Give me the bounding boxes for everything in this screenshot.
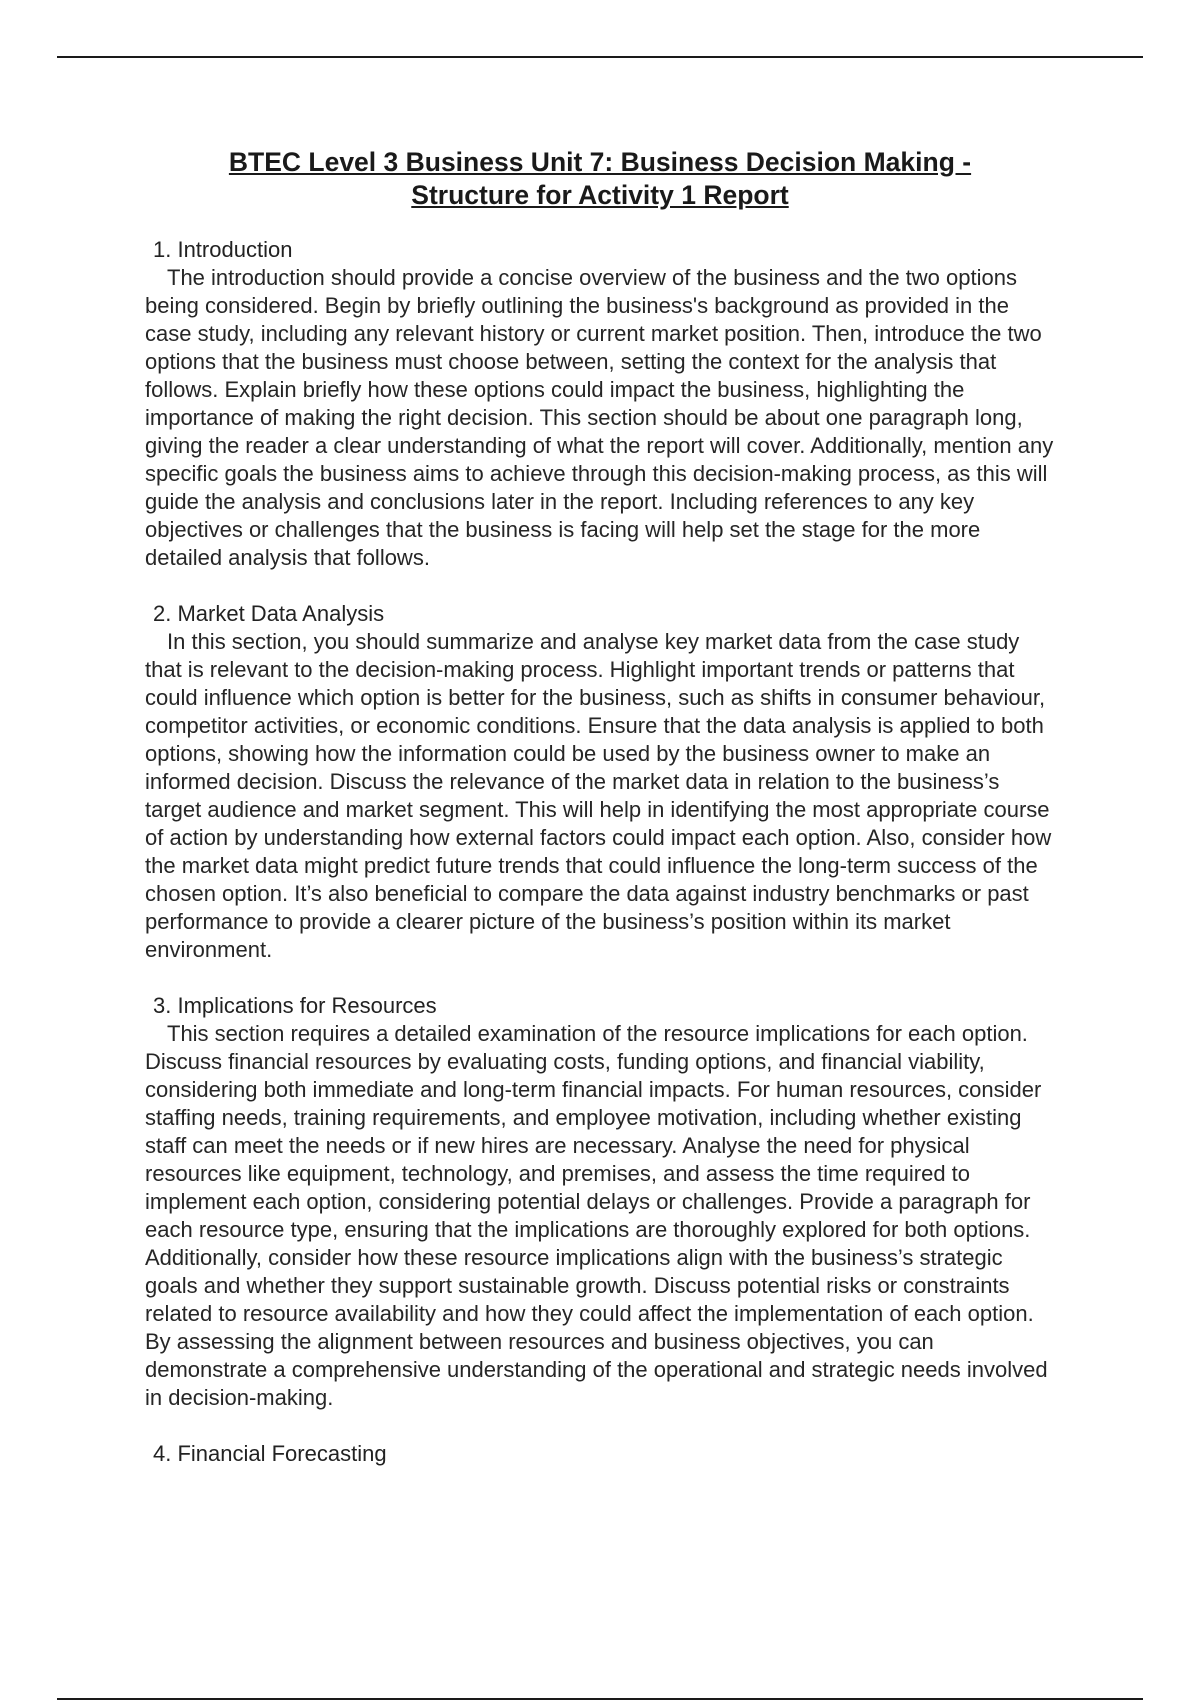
header-rule [57, 56, 1143, 58]
section-heading: 2. Market Data Analysis [153, 601, 385, 626]
section-paragraph: This section requires a detailed examination of the resource implications for each option. Discuss financial resources by evaluating costs, funding options, and financial viability, considering both immediate and long-term financial impacts. For human resources, consider staffing needs, training requirements, and employee motivation, including whether existing staff can meet the needs or if new hires are necessary. Analyse the need for physical resources like equipment, technology, and premises, and assess the time required to implement each option, considering potential delays or challenges. Provide a paragraph for each resource type, ensuring that the implications are thoroughly explored for both options. Additionally, consider how these resource implications align with the business’s strategic goals and whether they support sustainable growth. Discuss potential risks or constraints related to resource availability and how they could affect the implementation of each option. By assessing the alignment between resources and business objectives, you can demonstrate a comprehensive understanding of the operational and strategic needs involved in decision-making. [145, 1021, 1048, 1410]
section-market-data-analysis [145, 600, 1075, 964]
section-implications-for-resources [145, 992, 1075, 1412]
section-financial-forecasting [145, 1440, 1075, 1468]
section-paragraph: The introduction should provide a concise overview of the business and the two options being considered. Begin by briefly outlining the business's background as provided in the case study, including any relevant history or current market position. Then, introduce the two options that the business must choose between, setting the context for the analysis that follows. Explain briefly how these options could impact the business, highlighting the importance of making the right decision. This section should be about one paragraph long, giving the reader a clear understanding of what the report will cover. Additionally, mention any specific goals the business aims to achieve through this decision-making process, as this will guide the analysis and conclusions later in the report. Including references to any key objectives or challenges that the business is facing will help set the stage for the more detailed analysis that follows. [145, 265, 1054, 570]
section-heading: 4. Financial Forecasting [153, 1441, 387, 1466]
section-paragraph: In this section, you should summarize and analyse key market data from the case study that is relevant to the decision-making process. Highlight important trends or patterns that could influence which option is better for the business, such as shifts in consumer behaviour, competitor activities, or economic conditions. Ensure that the data analysis is applied to both options, showing how the information could be used by the business owner to make an informed decision. Discuss the relevance of the market data in relation to the business’s target audience and market segment. This will help in identifying the most appropriate course of action by understanding how external factors could impact each option. Also, consider how the market data might predict future trends that could influence the long-term success of the chosen option. It’s also beneficial to compare the data against industry benchmarks or past performance to provide a clearer picture of the business’s position within its market environment. [145, 629, 1052, 962]
section-heading: 1. Introduction [153, 237, 293, 262]
document-body [145, 236, 1075, 1496]
section-introduction [145, 236, 1075, 572]
document-title-line-1: BTEC Level 3 Business Unit 7: Business Decision Making - [228, 147, 972, 177]
section-heading: 3. Implications for Resources [153, 993, 437, 1018]
document-title-line-2: Structure for Activity 1 Report [411, 180, 789, 210]
document-title [140, 146, 1060, 212]
